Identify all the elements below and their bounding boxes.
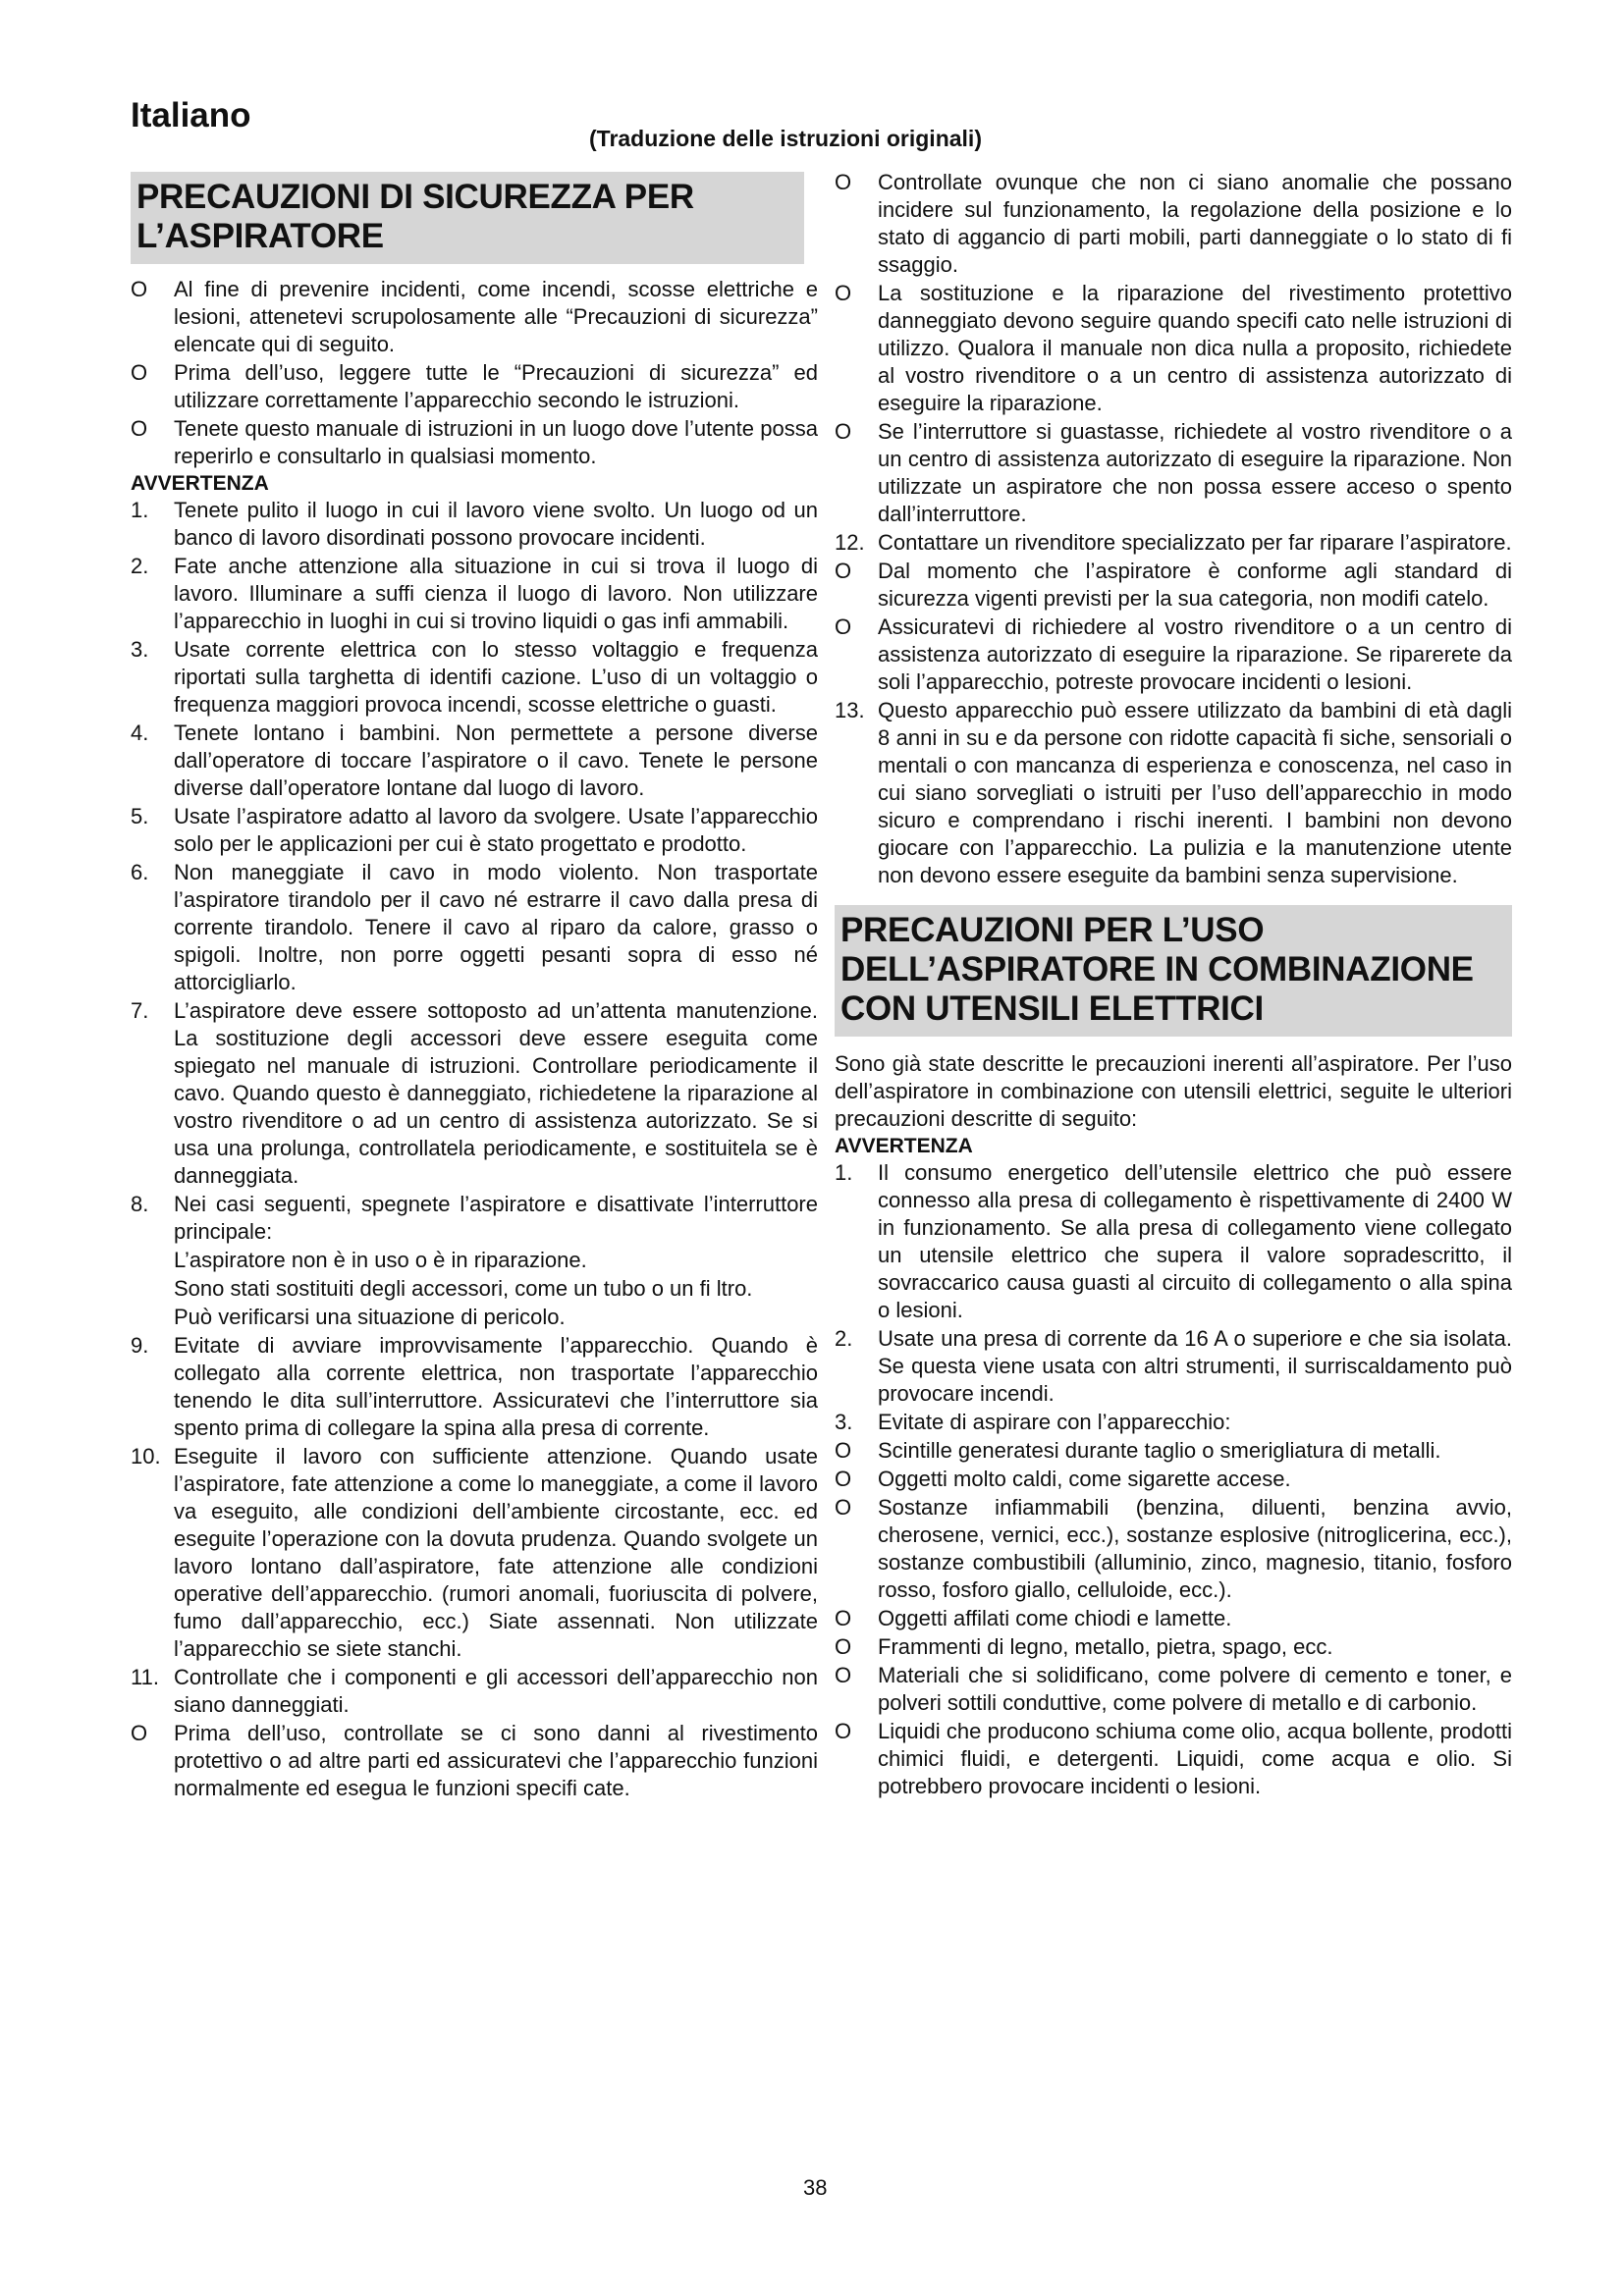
numbered-item: 10. Eseguite il lavoro con sufficiente attenzione. Quando usate l’aspiratore, fate attenzione a come lo maneggiate, a come il lavoro va eseguito, alle condizioni dell’ambiente circostante, ecc. ed eseguite l’operazione con la dovuta prudenza. Quando svolgete un lavoro lontano dall’aspiratore, fate attenzione alle condizioni operative dell’apparecchio. (rumori anomali, fuoriuscita di polvere, fumo dall’apparecchio, ecc.) Siate assennati. Non utilizzate l’apparecchio se siete stanchi.	[131, 1444, 818, 1661]
sub-line: Può verificarsi una situazione di pericolo.	[174, 1305, 566, 1329]
bullet-marker: O	[835, 419, 852, 444]
warning-label: AVVERTENZA	[835, 1135, 973, 1157]
bullet-marker: O	[131, 1721, 148, 1745]
numbered-item: 6. Non maneggiate il cavo in modo violento. Non trasportate l’aspiratore tirandolo per il cavo né estrarre il cavo dalla presa di corrente tirandolo. Tenere il cavo al riparo da calore, grasso o spigoli. Inoltre, non porre oggetti pesanti sopra di esso né attorcigliarlo.	[131, 860, 818, 994]
left-column	[131, 169, 818, 1803]
numbered-item: 1. Tenete pulito il luogo in cui il lavoro viene svolto. Un luogo od un banco di lavoro disordinati possono provocare incidenti.	[131, 498, 818, 550]
list-item: O Liquidi che producono schiuma come olio, acqua bollente, prodotti chimici fluidi, e detergenti. Liquidi, come acqua e olio. Si potrebbero provocare incidenti o lesioni.	[835, 1719, 1512, 1798]
bullet-marker: O	[835, 281, 852, 305]
bullet-marker: O	[835, 170, 852, 194]
warning-label: AVVERTENZA	[131, 472, 269, 495]
bullet-marker: O	[835, 1663, 852, 1687]
numbered-item: 8. Nei casi seguenti, spegnete l’aspiratore e disattivate l’interruttore principale:	[131, 1192, 818, 1244]
bullet-marker: O	[835, 614, 852, 639]
list-item: O Sostanze infiammabili (benzina, diluenti, benzina avvio, cherosene, vernici, ecc.), sostanze esplosive (nitroglicerina, ecc.), sostanze combustibili (alluminio, zinco, magnesio, titanio, fosforo rosso, fosforo giallo, celluloide, ecc.).	[835, 1495, 1512, 1602]
list-item: O Scintille generatesi durante taglio o smerigliatura di metalli.	[835, 1438, 1441, 1463]
bullet-marker: O	[835, 559, 852, 583]
numbered-item: 13. Questo apparecchio può essere utilizzato da bambini di età dagli 8 anni in su e da persone con ridotte capacità fi siche, sensoriali o mentali o con mancanza di esperienza e conoscenza, nel caso in cui siano sorvegliati o istruiti per l’uso dell’apparecchio in modo sicuro e comprendano i rischi inerenti. I bambini non devono giocare con l’apparecchio. La pulizia e la manutenzione utente non devono essere eseguite da bambini senza supervisione.	[835, 698, 1512, 887]
bullet-marker: O	[835, 1438, 852, 1463]
numbered-item: 7. L’aspiratore deve essere sottoposto ad un’attenta manutenzione. La sostituzione degli accessori deve essere eseguita come spiegato nel manuale di istruzioni. Controllare periodicamente il cavo. Quando questo è danneggiato, richiedetene la riparazione al vostro rivenditore o ad un centro di assistenza autorizzato. Se si usa una prolunga, controllatela periodicamente, e sostituitela se è danneggiata.	[131, 998, 818, 1188]
list-item: O Tenete questo manuale di istruzioni in un luogo dove l’utente possa reperirlo e consultarlo in qualsiasi momento.	[131, 416, 818, 468]
bullet-marker: O	[131, 416, 148, 441]
list-item: O Assicuratevi di richiedere al vostro rivenditore o a un centro di assistenza autorizzato di eseguire la riparazione. Se riparerete da soli l’apparecchio, potreste provocare incidenti o lesioni.	[835, 614, 1512, 694]
sub-line: L’aspiratore non è in uso o è in riparazione.	[174, 1248, 587, 1272]
page-number: 38	[803, 2175, 828, 2200]
page-title: Italiano	[131, 96, 251, 134]
bullet-marker: O	[835, 1495, 852, 1520]
list-item: O Frammenti di legno, metallo, pietra, spago, ecc.	[835, 1634, 1333, 1659]
list-item: O Controllate ovunque che non ci siano anomalie che possano incidere sul funzionamento, la regolazione della posizione e lo stato di aggancio di parti mobili, parti danneggiate o lo stato di fi ssaggio.	[835, 170, 1512, 277]
bullet-marker: O	[131, 360, 148, 385]
list-item: O Prima dell’uso, leggere tutte le “Precauzioni di sicurezza” ed utilizzare correttamente l’apparecchio secondo le istruzioni.	[131, 360, 818, 412]
numbered-item: 3. Evitate di aspirare con l’apparecchio:	[835, 1410, 1231, 1434]
section-title-power-tools: PRECAUZIONI PER L’USO DELL’ASPIRATORE IN COMBINAZIONE CON UTENSILI ELETTRICI	[835, 905, 1512, 1037]
numbered-item: 5. Usate l’aspiratore adatto al lavoro da svolgere. Usate l’apparecchio solo per le applicazioni per cui è stato progettato e prodotto.	[131, 804, 818, 856]
right-column	[835, 169, 1512, 1801]
list-item: O Al fine di prevenire incidenti, come incendi, scosse elettriche e lesioni, attenetevi scrupolosamente alle “Precauzioni di sicurezza” elencate qui di seguito.	[131, 277, 818, 356]
list-item: O Oggetti affilati come chiodi e lamette.	[835, 1606, 1232, 1630]
bullet-marker: O	[835, 1467, 852, 1491]
numbered-item: 9. Evitate di avviare improvvisamente l’apparecchio. Quando è collegato alla corrente elettrica, non trasportate l’apparecchio tenendo le dita sull’interruttore. Assicuratevi che l’interruttore sia spento prima di collegare la spina alla presa di corrente.	[131, 1333, 818, 1440]
bullet-marker: O	[131, 277, 148, 301]
page-subtitle: (Traduzione delle istruzioni originali)	[589, 126, 982, 151]
list-item: O Materiali che si solidificano, come polvere di cemento e toner, e polveri sottili conduttive, come polvere di metallo e di carbonio.	[835, 1663, 1512, 1715]
numbered-item: 2. Usate una presa di corrente da 16 A o superiore e che sia isolata. Se questa viene usata con altri strumenti, il surriscaldamento può provocare incendi.	[835, 1326, 1512, 1406]
numbered-item: 3. Usate corrente elettrica con lo stesso voltaggio e frequenza riportati sulla targhetta di identifi cazione. L’uso di un voltaggio o frequenza maggiori provoca incendi, scosse elettriche o guasti.	[131, 637, 818, 717]
bullet-marker: O	[835, 1719, 852, 1743]
section-intro: Sono già state descritte le precauzioni inerenti all’aspiratore. Per l’uso dell’aspiratore in combinazione con utensili elettrici, seguite le ulteriori precauzioni descritte di seguito:	[835, 1051, 1512, 1131]
numbered-item: 1. Il consumo energetico dell’utensile elettrico che può essere connesso alla presa di collegamento è rispettivamente di 2400 W in funzionamento. Se alla presa di collegamento viene collegato un utensile elettrico che supera il valore sopradescritto, il sovraccarico causa guasti al circuito di collegamento o alla spina o lesioni.	[835, 1160, 1512, 1322]
bullet-marker: O	[835, 1634, 852, 1659]
list-item: O Se l’interruttore si guastasse, richiedete al vostro rivenditore o a un centro di assistenza autorizzato di eseguire la riparazione. Non utilizzate un aspiratore che non possa essere acceso o spento dall’interruttore.	[835, 419, 1512, 526]
section-title-safety: PRECAUZIONI DI SICUREZZA PER L’ASPIRATORE	[131, 172, 804, 264]
list-item: O Oggetti molto caldi, come sigarette accese.	[835, 1467, 1291, 1491]
list-item: O Dal momento che l’aspiratore è conforme agli standard di sicurezza vigenti previsti per la sua categoria, non modifi catelo.	[835, 559, 1512, 611]
sub-line: Sono stati sostituiti degli accessori, come un tubo o un fi ltro.	[174, 1276, 753, 1301]
numbered-item: 11. Controllate che i componenti e gli accessori dell’apparecchio non siano danneggiati.	[131, 1665, 818, 1717]
bullet-marker: O	[835, 1606, 852, 1630]
list-item: O Prima dell’uso, controllate se ci sono danni al rivestimento protettivo o ad altre parti ed assicuratevi che l’apparecchio funzioni normalmente ed esegua le funzioni specifi cate.	[131, 1721, 818, 1800]
numbered-item: 2. Fate anche attenzione alla situazione in cui si trova il luogo di lavoro. Illuminare a suffi cienza il luogo di lavoro. Non utilizzare l’apparecchio in luoghi in cui si trovino liquidi o gas infi ammabili.	[131, 554, 818, 633]
list-item: O La sostituzione e la riparazione del rivestimento protettivo danneggiato devono seguire quando specifi cato nelle istruzioni di utilizzo. Qualora il manuale non dica nulla a proposito, richiedete al vostro rivenditore o a un centro di assistenza autorizzato di eseguire la riparazione.	[835, 281, 1512, 415]
numbered-item: 4. Tenete lontano i bambini. Non permettete a persone diverse dall’operatore di toccare l’aspiratore o il cavo. Tenete le persone diverse dall’operatore lontane dal luogo di lavoro.	[131, 721, 818, 800]
numbered-item: 12. Contattare un rivenditore specializzato per far riparare l’aspiratore.	[835, 530, 1512, 555]
